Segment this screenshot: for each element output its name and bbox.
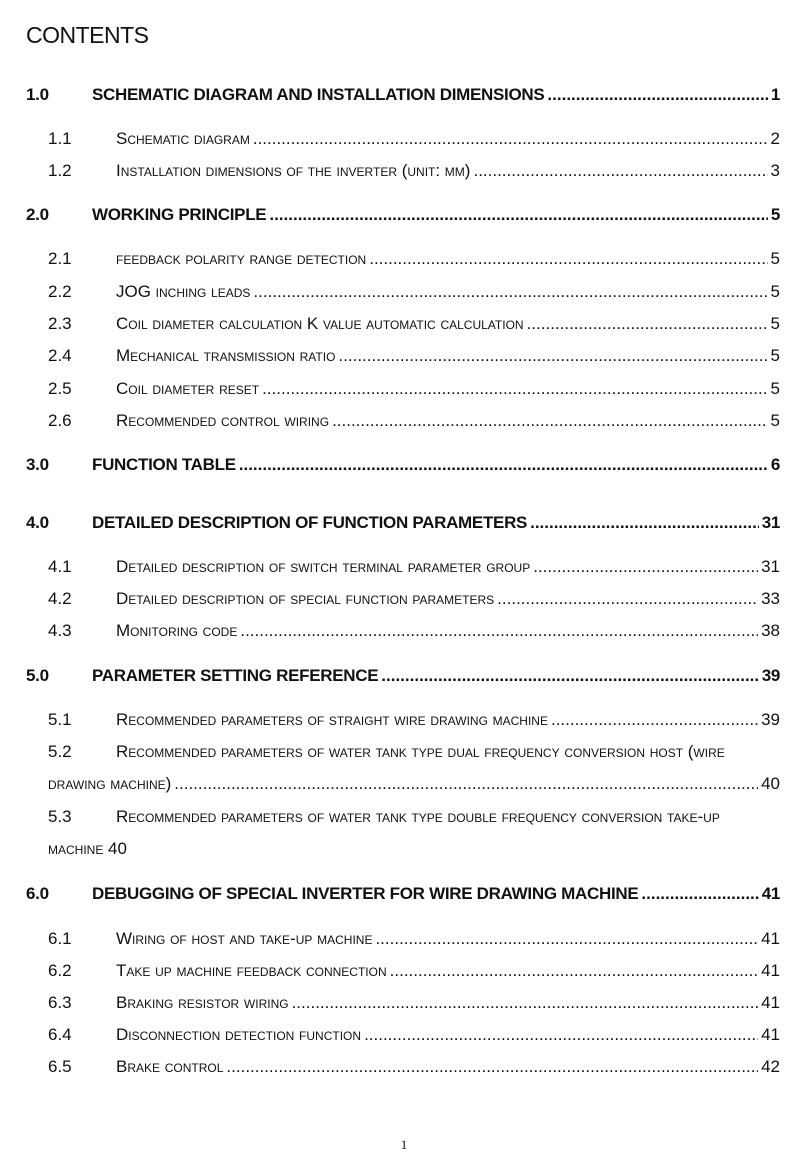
toc-page: 41 [761, 1025, 780, 1044]
toc-title: FUNCTION TABLE [92, 455, 236, 474]
toc-title: Wiring of host and take-up machine [116, 929, 373, 948]
toc-title: SCHEMATIC DIAGRAM AND INSTALLATION DIMENSIONS [92, 85, 545, 104]
toc-title: JOG inching leads [116, 282, 251, 301]
toc-title: Installation dimensions of the inverter (unit: mm) [116, 161, 471, 180]
toc-page: 5 [770, 282, 780, 301]
toc-number: 5.3 [48, 807, 72, 826]
toc-entry-2-0[interactable] [0, 206, 808, 223]
toc-entry-2-6[interactable] [0, 412, 808, 429]
toc-entry-2-4[interactable] [0, 347, 808, 364]
toc-number: 2.1 [48, 249, 72, 268]
toc-page: 31 [761, 513, 780, 532]
toc-entry-3-0[interactable] [0, 456, 808, 473]
toc-number: 2.5 [48, 379, 72, 398]
toc-entry-2-2[interactable] [0, 283, 808, 300]
toc-entry-4-2[interactable] [0, 590, 808, 607]
toc-number: 6.0 [26, 884, 49, 903]
toc-page: 6 [770, 455, 780, 474]
toc-title: feedback polarity range detection [116, 249, 367, 268]
toc-page: 5 [770, 411, 780, 430]
toc-page: 39 [761, 710, 780, 729]
toc-page: 41 [761, 884, 780, 903]
dot-leader [381, 667, 758, 684]
toc-title: Brake control [116, 1057, 224, 1076]
toc-number: 2.4 [48, 346, 72, 365]
toc-title: WORKING PRINCIPLE [92, 205, 267, 224]
toc-number: 2.2 [48, 282, 72, 301]
toc-page: 3 [770, 161, 780, 180]
dot-leader [239, 456, 768, 473]
toc-entry-6-4[interactable] [0, 1026, 808, 1043]
toc-entry-1-2[interactable] [0, 162, 808, 179]
toc-entry-5-2[interactable] [0, 743, 808, 760]
dot-leader [364, 1026, 758, 1043]
dot-leader [332, 412, 767, 429]
toc-entry-4-1[interactable] [0, 558, 808, 575]
dot-leader [547, 86, 767, 103]
toc-entry-2-1[interactable] [0, 250, 808, 267]
toc-page: 31 [761, 557, 780, 576]
toc-page: 33 [761, 589, 780, 608]
toc-entry-5-2-continuation[interactable] [48, 775, 808, 792]
toc-title: Take up machine feedback connection [116, 961, 387, 980]
page-title: CONTENTS [26, 22, 149, 48]
toc-number: 4.2 [48, 589, 72, 608]
dot-leader [390, 962, 758, 979]
toc-title-continuation: drawing machine) [48, 774, 172, 793]
dot-leader [369, 250, 767, 267]
toc-title: Coil diameter reset [116, 379, 260, 398]
dot-leader [641, 885, 758, 902]
toc-entry-2-5[interactable] [0, 380, 808, 397]
toc-entry-5-3-continuation[interactable] [48, 840, 808, 857]
toc-title: Detailed description of special function parameters [116, 589, 495, 608]
toc-number: 3.0 [26, 455, 49, 474]
toc-page: 2 [770, 129, 780, 148]
toc-page: 41 [761, 929, 780, 948]
toc-number: 6.5 [48, 1057, 72, 1076]
dot-leader [174, 775, 758, 792]
toc-number: 4.0 [26, 513, 49, 532]
toc-entry-5-0[interactable] [0, 667, 808, 684]
dot-leader [338, 347, 767, 364]
toc-entry-6-2[interactable] [0, 962, 808, 979]
toc-title: Recommended parameters of water tank type dual frequency conversion host (wire [116, 742, 725, 761]
toc-entry-1-1[interactable] [0, 130, 808, 147]
dot-leader [253, 130, 768, 147]
toc-number: 6.3 [48, 993, 72, 1012]
toc-number: 5.2 [48, 742, 72, 761]
dot-leader [375, 930, 758, 947]
toc-number: 2.6 [48, 411, 72, 430]
toc-entry-2-3[interactable] [0, 315, 808, 332]
toc-entry-6-1[interactable] [0, 930, 808, 947]
toc-number: 2.3 [48, 314, 72, 333]
dot-leader [527, 315, 768, 332]
toc-number: 1.0 [26, 85, 49, 104]
toc-entry-5-3[interactable] [0, 808, 808, 825]
dot-leader [253, 283, 767, 300]
dot-leader [530, 514, 759, 531]
toc-page: 42 [761, 1057, 780, 1076]
toc-entry-6-3[interactable] [0, 994, 808, 1011]
toc-page: 1 [770, 85, 780, 104]
toc-number: 6.2 [48, 961, 72, 980]
dot-leader [240, 622, 758, 639]
toc-entry-6-5[interactable] [0, 1058, 808, 1075]
toc-title: Recommended parameters of water tank type double frequency conversion take-up [116, 807, 720, 826]
toc-title-continuation: machine 40 [48, 839, 127, 858]
dot-leader [262, 380, 767, 397]
toc-entry-6-0[interactable] [0, 885, 808, 902]
toc-number: 4.1 [48, 557, 72, 576]
toc-number: 6.4 [48, 1025, 72, 1044]
toc-number: 4.3 [48, 621, 72, 640]
toc-title: Disconnection detection function [116, 1025, 362, 1044]
dot-leader [551, 711, 758, 728]
toc-title: Braking resistor wiring [116, 993, 289, 1012]
toc-number: 2.0 [26, 205, 49, 224]
toc-entry-1-0[interactable] [0, 86, 808, 103]
toc-page: 5 [770, 249, 780, 268]
toc-page: 39 [761, 666, 780, 685]
toc-title: Mechanical transmission ratio [116, 346, 336, 365]
toc-title: DEBUGGING OF SPECIAL INVERTER FOR WIRE DRAWING MACHINE [92, 884, 639, 903]
toc-number: 1.2 [48, 161, 72, 180]
toc-page: 5 [770, 205, 780, 224]
toc-number: 5.1 [48, 710, 72, 729]
toc-entry-4-3[interactable] [0, 622, 808, 639]
toc-page: 38 [761, 621, 780, 640]
toc-page: 5 [770, 346, 780, 365]
dot-leader [269, 206, 767, 223]
toc-page: 5 [770, 379, 780, 398]
dot-leader [533, 558, 758, 575]
dot-leader [226, 1058, 758, 1075]
toc-number: 6.1 [48, 929, 72, 948]
toc-page: 41 [761, 993, 780, 1012]
page-number: 1 [400, 1137, 408, 1152]
toc-title: Monitoring code [116, 621, 238, 640]
toc-title: Recommended control wiring [116, 411, 330, 430]
toc-page: 5 [770, 314, 780, 333]
toc-title: Recommended parameters of straight wire drawing machine [116, 710, 548, 729]
toc-title: Detailed description of switch terminal parameter group [116, 557, 531, 576]
toc-title: PARAMETER SETTING REFERENCE [92, 666, 379, 685]
toc-page: 40 [761, 774, 780, 793]
toc-number: 1.1 [48, 129, 72, 148]
toc-number: 5.0 [26, 666, 49, 685]
dot-leader [497, 590, 758, 607]
dot-leader [473, 162, 767, 179]
toc-title: Coil diameter calculation K value automatic calculation [116, 314, 524, 333]
toc-entry-5-1[interactable] [0, 711, 808, 728]
toc-page: 41 [761, 961, 780, 980]
toc-title: Schematic diagram [116, 129, 250, 148]
toc-entry-4-0[interactable] [0, 514, 808, 531]
toc-title: DETAILED DESCRIPTION OF FUNCTION PARAMETERS [92, 513, 528, 532]
dot-leader [292, 994, 759, 1011]
